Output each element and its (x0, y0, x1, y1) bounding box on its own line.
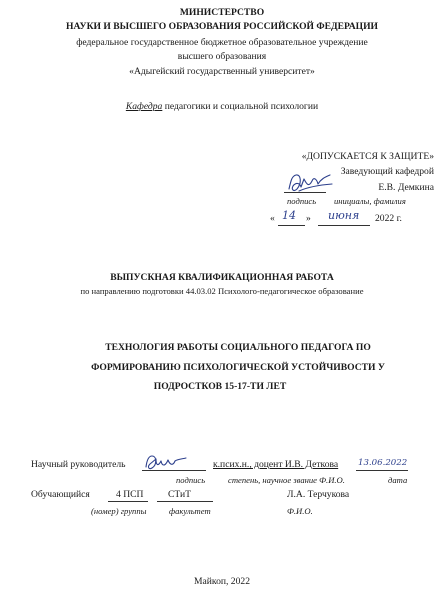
ministry-full-name: НАУКИ И ВЫСШЕГО ОБРАЗОВАНИЯ РОССИЙСКОЙ ФЕДЕРАЦИИ (65, 21, 379, 32)
work-direction: по направлению подготовки 44.03.02 Психолого-педагогическое образование (80, 286, 364, 296)
work-title-line-3: ПОДРОСТКОВ 15-17-ТИ ЛЕТ (153, 381, 287, 392)
student-name-caption: Ф.И.О. (287, 506, 313, 516)
student-faculty: СТиТ (168, 489, 192, 500)
work-title-line-2: ФОРМИРОВАНИЮ ПСИХОЛОГИЧЕСКОЙ УСТОЙЧИВОСТИ У (91, 362, 385, 373)
date-month-line (318, 225, 370, 226)
university-name: «Адыгейский государственный университет» (129, 66, 315, 77)
student-name: Л.А. Терчукова (287, 489, 350, 500)
student-label: Обучающийся (31, 489, 90, 500)
education-level: высшего образования (177, 51, 267, 62)
supervisor-date-caption: дата (388, 475, 408, 485)
supervisor-label: Научный руководитель (31, 459, 126, 470)
work-title-line-1: ТЕХНОЛОГИЯ РАБОТЫ СОЦИАЛЬНОГО ПЕДАГОГА ПО (105, 342, 371, 353)
supervisor-date: 13.06.2022 (358, 458, 408, 468)
student-faculty-line (157, 501, 213, 502)
department-line (0, 101, 444, 112)
date-day-line (278, 225, 305, 226)
supervisor-degree-caption: степень, научное звание Ф.И.О. (228, 475, 345, 485)
supervisor-degree-name: к.псих.н., доцент И.В. Деткова (213, 459, 339, 470)
student-group-line (108, 501, 148, 502)
approval-date-year: 2022 г. (375, 213, 402, 224)
head-sign-caption: подпись (287, 196, 317, 206)
supervisor-signature-line (142, 470, 206, 471)
supervisor-sign-caption: подпись (176, 475, 206, 485)
approval-date-open: « (270, 213, 275, 224)
work-type: ВЫПУСКНАЯ КВАЛИФИКАЦИОННАЯ РАБОТА (110, 272, 334, 283)
department-name: педагогики и социальной психологии (162, 101, 319, 112)
ministry-line: МИНИСТЕРСТВО (179, 7, 265, 18)
student-faculty-caption: факультет (169, 506, 211, 516)
head-signature (286, 170, 336, 196)
approval-role: Заведующий кафедрой (340, 166, 434, 177)
student-group-caption: (номер) группы (91, 506, 147, 516)
approval-date-day: 14 (282, 209, 296, 222)
department-label: Кафедра (125, 101, 163, 112)
student-group: 4 ПСП (116, 489, 144, 500)
city-year: Майкоп, 2022 (193, 576, 250, 587)
head-name-caption: инициалы, фамилия (334, 196, 406, 206)
institution-type: федеральное государственное бюджетное образовательное учреждение (76, 37, 368, 48)
approval-date-close: » (306, 213, 311, 224)
supervisor-date-line (356, 470, 408, 471)
head-name: Е.В. Демкина (378, 182, 434, 193)
approval-date-month: июня (328, 209, 360, 222)
approval-title: «ДОПУСКАЕТСЯ К ЗАЩИТЕ» (301, 151, 434, 162)
